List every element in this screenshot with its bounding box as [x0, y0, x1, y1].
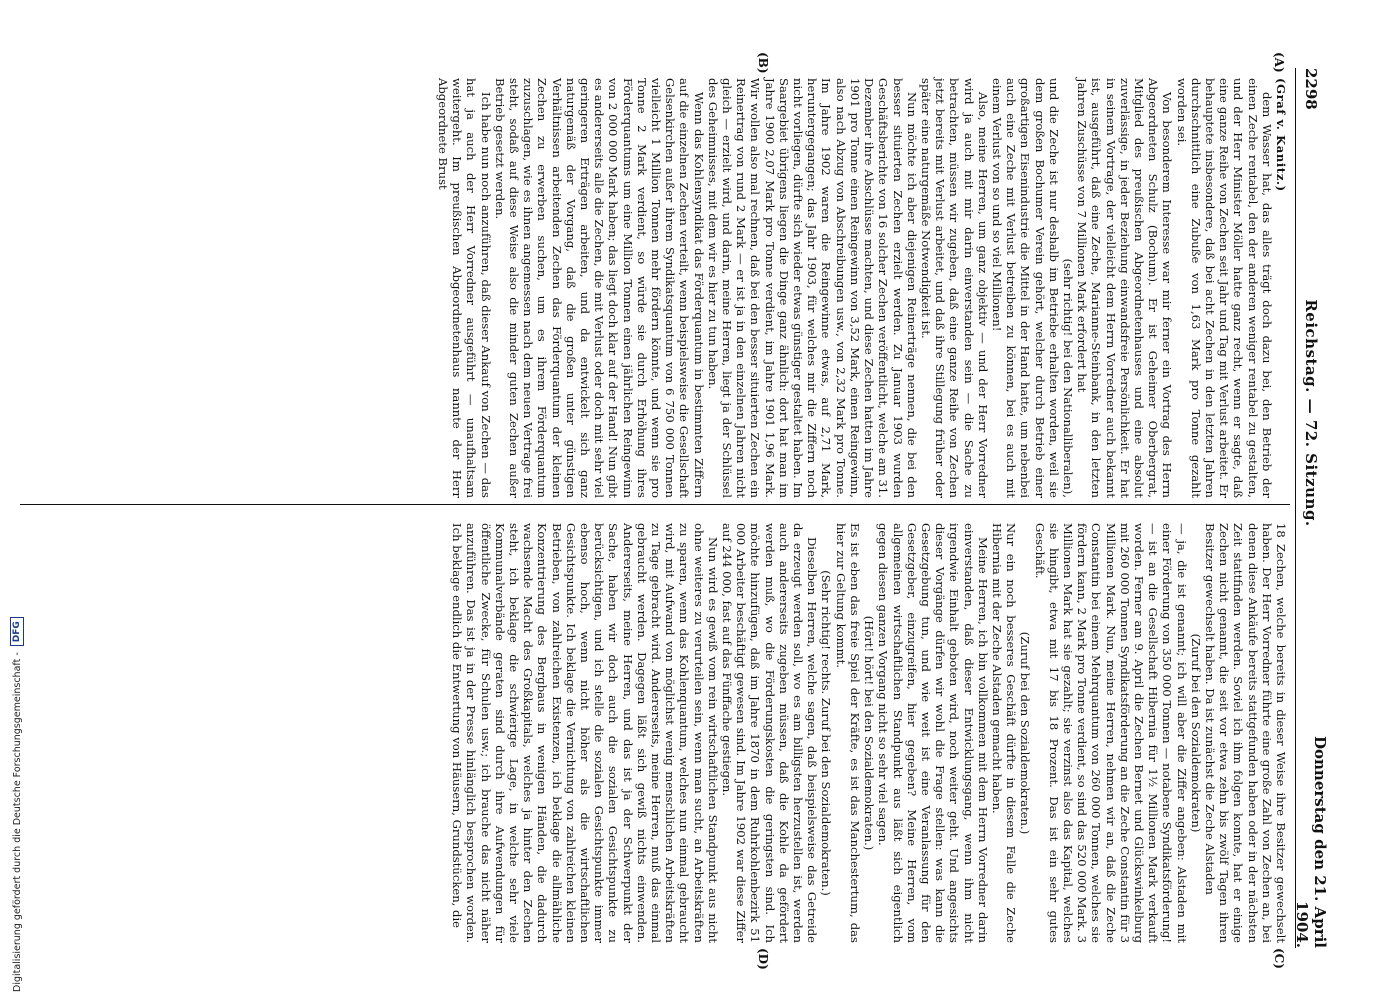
- interjection: (Sehr richtig! rechts. Zuruf bei den Sozialdemokraten.): [819, 570, 834, 896]
- interjection: (Zuruf bei den Sozialdemokraten.): [1018, 631, 1033, 835]
- paragraph: Nur ein noch besseres Geschäft dürfte in diesem Falle die Zeche Hibernia mit der Zeche Alstaden gemacht haben.: [989, 523, 1019, 943]
- speaker-label: (Graf v. Kanitz.): [1274, 78, 1288, 192]
- margin-mark-a: (A): [1272, 52, 1286, 73]
- paragraph: dem Wasser hat, das alles trägt doch dazu bei, den Betrieb der einen Zeche rentabel, den der anderen weniger rentabel zu gestalten, und der Herr Minister Möller hatte ganz recht, wenn er sagte, daß eine ganze Reihe von Zechen seit Jahr und Tag mit Verlust arbeitet. Er behauptete insbesondere, daß bei acht Zechen in den letzten Jahren durchschnittlich eine Zubuße von 1,63 Mark pro Tonne gezahlt worden sei.: [1174, 78, 1274, 498]
- dfg-logo: DFG: [10, 617, 24, 646]
- paragraph: Wenn das Kohlensyndikat das Förderquantum in bestimmten Ziffern auf die einzelnen Zechen verteilt, wenn beispielsweise die Gesellschaft Gelsenkirchen außer ihrem Syndikatsquantum von 6 750 000 Tonnen vielleicht 1 Million Tonnen mehr fördern könnte, und wenn sie pro Tonne 2 Mark verdient, so würde sie durch Erhöhung ihres Förderquantums um eine Million Tonnen einen jährlichen Reingewinn von 2 000 000 Mark haben; das liegt doch klar auf der Hand! Nun gibt es andererseits alle die Zechen, die mit Verlust oder doch mit sehr viel geringeren Erträgen arbeiten, und da entwickelt sich ganz naturgemäß der Vorgang, daß die großen unter günstigen Verhältnissen arbeitenden Zechen das Förderquantum der kleinen Zechen zu erwerben suchen, um es ihrem Förderquantum zuzuschlagen, wie es ihnen angemessen nach dem neuen Vertrage frei steht, sodaß auf diese Weise also die minder guten Zechen außer Betrieb gesetzt werden.: [492, 78, 706, 498]
- paragraph: Von besonderem Interesse war mir ferner ein Vortrag des Herrn Abgeordneten Schulz (Bochum). Er ist Geheimer Oberbergrat, Mitglied des preußischen Abgeordnetenhauses und eine absolut zuverlässige, in jeder Beziehung einwandsfreie Persönlichkeit. Er hat in seinem Vortrage, der vielleicht dem Herrn Vorredner auch bekannt ist, ausgeführt, daß eine Zeche, Marianne-Steinbank, in den letzten Jahren Zuschüsse von 7 Millionen Mark erfordert hat: [1075, 78, 1175, 498]
- paragraph: Es ist eben das freie Spiel der Kräfte, es ist das Manchestertum, das hier zur Geltung kommt.: [833, 523, 862, 943]
- paragraph: und die Zeche ist nur deshalb im Betriebe erhalten worden, weil sie dem großen Bochumer Verein gehört, welcher durch Betrieb einer großartigen Eisenindustrie die Mittel in der Hand hatte, um nebenbei auch eine Zeche mit Verlust betreiben zu können, bei es auch mit einem Verlust von so und so viel Millionen!: [989, 78, 1061, 498]
- paragraph: Nun wird es gewiß vom rein wirtschaftlichen Standpunkt aus nicht ohne weiteres zu verurteilen sein, wenn man sucht, an Arbeitskräften zu sparen, wenn das Kohlenquantum, welches nun einmal gebraucht wird, mit Aufwand von möglichst wenig menschlichen Arbeitskräften zu Tage gebracht wird. Andererseits, meine Herren, muß das einmal gebraucht werden. Dagegen läßt sich gewiß nichts einwenden. Andererseits, meine Herren, und das ist ja der Schwerpunkt der Sache, haben wir doch auch die sozialen Gesichtspunkte zu berücksichtigen, und ich stelle die sozialen Gesichtspunkte immer ebenso hoch, wenn nicht höher als die wirtschaftlichen Gesichtspunkte. Ich beklage die Vernichtung von zahlreichen kleinen Betrieben, von zahlreichen Existenzen, ich beklage die allmähliche Konzentrierung des Bergbaus in wenigen Händen, die dadurch wachsende Macht des Großkapitals, welches ja hinter den Zechen steht, ich beklage die schwierige Lage, in welche sehr viele Kommunalverbände geraten sind durch ihre Aufwendungen für öffentliche Zwecke, für Schulen usw.; ich brauche das nicht näher anzuführen. Das ist ja in der Presse hinlänglich besprochen worden. Ich beklage endlich die Entwertung von Häusern, Grundstücken, die: [450, 523, 720, 943]
- interjection: (Hört! hört! bei den Sozialdemokraten.): [862, 615, 877, 851]
- paragraph: Also, meine Herren, um ganz objektiv — und der Herr Vorredner wird ja auch mit mir darin einverstanden sein — die Sache zu betrachten, müssen wir zugeben, daß eine ganze Reihe von Zechen jetzt bereits mit Verlust arbeitet, und daß ihre Stillegung früher oder später eine naturgemäße Notwendigkeit ist.: [918, 78, 990, 498]
- session-date: Donnerstag den 21. April 1904.: [1293, 736, 1329, 948]
- interjection: (sehr richtig! bei den Nationalliberalen),: [1060, 258, 1075, 498]
- interjection: (Zuruf bei den Sozialdemokraten): [1188, 633, 1203, 833]
- page-number: 2298: [1302, 68, 1320, 110]
- margin-mark-d: (D): [756, 948, 770, 970]
- margin-mark-c: (C): [1272, 948, 1286, 969]
- paragraph: 18 Zechen, welche bereits in dieser Weise ihre Besitzer gewechselt haben. Der Herr Vorredner führte eine große Zahl von Zechen an, bei denen diese Ankäufe bereits stattgefunden haben oder in der nächsten Zeit stattfinden werden. Soviel ich ihm folgen konnte, hat er einige Zechen nicht genannt, die seit vor etwa zehn bis zwölf Tagen ihren Besitzer gewechselt haben. Da ist zunächst die Zeche Alstaden: [1202, 523, 1288, 943]
- margin-mark-b: (B): [756, 52, 770, 74]
- column-divider: [20, 504, 1290, 505]
- digitization-credit: [8, 12, 26, 992]
- newspaper-page: [0, 8, 1330, 988]
- header-rule: [1295, 68, 1296, 948]
- page-header: [1293, 68, 1329, 948]
- paragraph: Ich habe nun noch anzuführen, daß dieser Ankauf von Zechen — das hat ja auch der Herr Vorredner ausgeführt — unaufhaltsam weitergeht. Im preußischen Abgeordnetenhaus nannte der Herr Abgeordnete Brust: [436, 78, 493, 498]
- paragraph: Dieselben Herren, welche sagen, daß beispielsweise das Getreide da erzeugt werden soll, wo es am billigsten herzustellen ist, werden auch andererseits zugeben müssen, daß die Kohle da gefördert werden muß, wo die Förderungskosten die geringsten sind. Ich möchte hinzufügen, daß im Jahre 1870 in dem Ruhrkohlenbezirk 51 000 Arbeiter beschäftigt gewesen sind. Im Jahre 1902 war diese Ziffer auf 244 000, fast auf das Fünffache gestiegen.: [720, 523, 820, 943]
- paragraph: Meine Herren, ich bin vollkommen mit dem Herrn Vorredner darin einverstanden, daß dieser Entwicklungsgang, wenn ihm nicht irgendwie Einhalt geboten wird, noch weiter geht. Und angesichts dieser Vorgänge dürfen wir wohl die Frage stellen: was kann die Gesetzgebung tun, und wie weit ist eine Veranlassung für den Gesetzgeber, einzugreifen, hier gegeben? Meine Herren, vom allgemeinen wirtschaftlichen Standpunkt aus läßt sich eigentlich gegen diesen ganzen Vorgang nicht so sehr viel sagen.: [876, 523, 990, 943]
- running-title: Reichstag. — 72. Sitzung.: [1302, 299, 1320, 527]
- paragraph: — ja, die ist genannt; ich will aber die Ziffer angeben: Alstaden mit einer Förderung von 350 000 Tonnen — notabene Syndikatsförderung! — ist an die Gesellschaft Hibernia für 1½ Millionen Mark verkauft worden. Ferner am 9. April die Zechen Bernet und Glückswinkelburg mit 260 000 Tonnen Syndikatsförderung an die Zeche Constantin für 3 Millionen Mark. Nun, meine Herren, nehmen wir an, daß die Zeche Constantin bei einem Mehrquantum von 260 000 Tonnen, welches sie fördern kann, 2 Mark pro Tonne verdient, so sind das 520 000 Mark. 3 Millionen Mark hat sie gezahlt; sie verzinst also das Kapital, welches sie hingibt, etwa mit 17 bis 18 Prozent. Das ist ein sehr gutes Geschäft.: [1032, 523, 1189, 943]
- right-column: [450, 523, 1288, 943]
- credit-text: Digitalisierung gefördert durch die Deutsche Forschungsgemeinschaft -: [11, 652, 23, 992]
- paragraph: Nun möchte ich aber diejenigen Reinerträge nennen, die bei den besser situierten Zechen erzielt werden. Zu Januar 1903 wurden Geschäftsberichte von 16 solcher Zechen veröffentlicht, welche am 31. Dezember ihre Abschlüsse machten, und diese Zechen hatten im Jahre 1901 pro Tonne einen Reingewinn von 3,52 Mark, einen Reingewinn, also nach Abzug von Abschreibungen usw., von 2,32 Mark pro Tonne. Im Jahre 1902 waren die Reingewinne etwas, auf 2,71 Mark, heruntergegangen; das Jahr 1903, für welches mir die Ziffern noch nicht vorliegen, dürfte sich wieder etwas günstiger gestaltet haben. Im Saargebiet übrigens liegen die Dinge ganz ähnlich: dort hat man im Jahre 1900 2,07 Mark pro Tonne verdient, im Jahre 1901 1,96 Mark. Wir wollen also mal rechnen, daß bei den besser situierten Zechen ein Reinertrag von rund 2 Mark — er ist ja in den einzelnen Jahren nicht gleich — erzielt wird, und darin, meine Herren, liegt ja der Schlüssel des Geheimnisses, mit dem wir es hier zu tun haben.: [705, 78, 919, 498]
- left-column: [436, 78, 1288, 498]
